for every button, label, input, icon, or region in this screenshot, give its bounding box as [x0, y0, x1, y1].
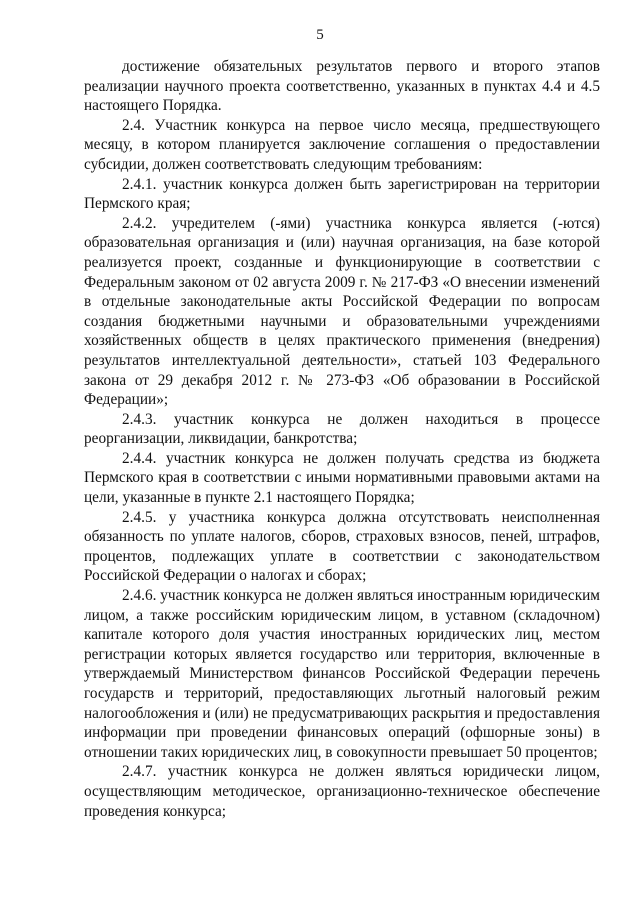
page-number: 5	[316, 27, 324, 43]
document-body	[84, 57, 600, 821]
paragraph-2-4-1: 2.4.1. участник конкурса должен быть зарегистрирован на территории Пермского края;	[84, 175, 600, 213]
paragraph-continuation: достижение обязательных результатов первого и второго этапов реализации научного проекта соответственно, указанных в пунктах 4.4 и 4.5 настоящего Порядка.	[84, 58, 600, 115]
paragraph-2-4: 2.4. Участник конкурса на первое число месяца, предшествующего месяцу, в котором планируется заключение соглашения о предоставлении субсидии, должен соответствовать следующим требованиям:	[84, 116, 600, 173]
paragraph-2-4-4: 2.4.4. участник конкурса не должен получать средства из бюджета Пермского края в соответствии с иными нормативными правовыми актами на цели, указанные в пункте 2.1 настоящего Порядка;	[84, 449, 600, 507]
paragraph-2-4-3: 2.4.3. участник конкурса не должен находиться в процессе реорганизации, ликвидации, банкротства;	[84, 410, 600, 448]
paragraph-2-4-2: 2.4.2. учредителем (-ями) участника конкурса является (-ются) образовательная организация и (или) научная организация, на базе которой реализуется проект, созданные и функционирующие в соответствии с Федеральным законом от 02 августа 2009 г. № 217-ФЗ «О внесении изменений в отдельные законодательные акты Российской Федерации по вопросам создания бюджетными научными и образовательными учреждениями хозяйственных обществ в целях практического применения (внедрения) результатов интеллектуальной деятельности», статьей 103 Федерального закона от 29 декабря 2012 г. № 273-ФЗ «Об образовании в Российской Федерации»;	[84, 214, 600, 409]
paragraph-2-4-5: 2.4.5. у участника конкурса должна отсутствовать неисполненная обязанность по уплате налогов, сборов, страховых взносов, пеней, штрафов, процентов, подлежащих уплате в соответствии с законодательством Российской Федерации о налогах и сборах;	[84, 508, 600, 585]
paragraph-2-4-6: 2.4.6. участник конкурса не должен являться иностранным юридическим лицом, а также российским юридическим лицом, в уставном (складочном) капитале которого доля участия иностранных юридических лиц, местом регистрации которых является государство или территория, включенные в утверждаемый Министерством финансов Российской Федерации перечень государств и территорий, предоставляющих льготный налоговый режим налогообложения и (или) не предусматривающих раскрытия и предоставления информации при проведении финансовых операций (офшорные зоны) в отношении таких юридических лиц, в совокупности превышает 50 процентов;	[84, 587, 600, 761]
paragraph-2-4-7: 2.4.7. участник конкурса не должен являться юридически лицом, осуществляющим методическое, организационно-техническое обеспечение проведения конкурса;	[84, 763, 600, 820]
